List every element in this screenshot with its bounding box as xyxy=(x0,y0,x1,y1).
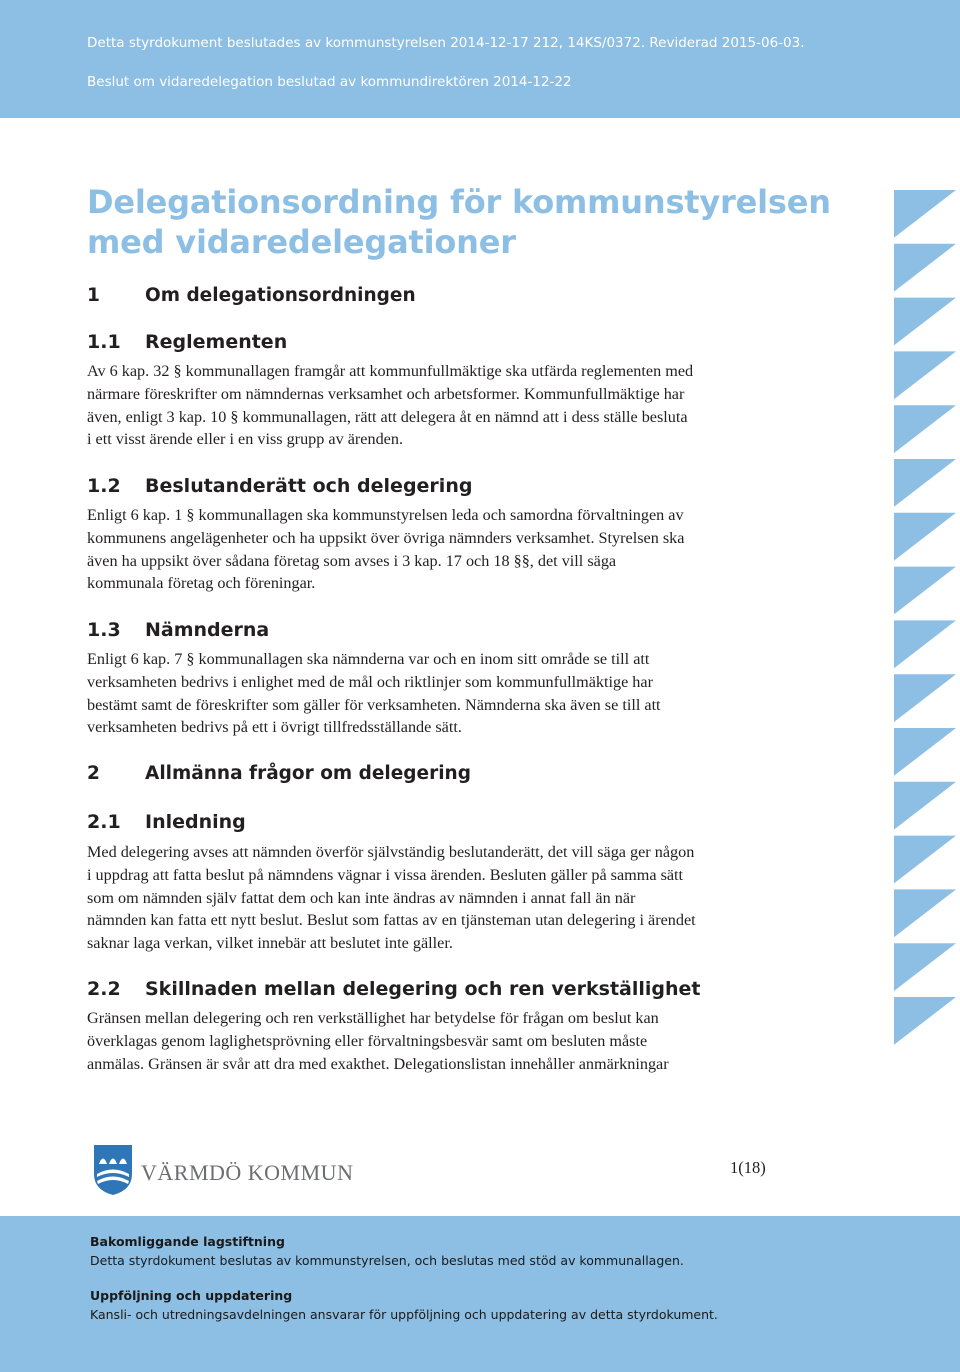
stripe-triangle xyxy=(894,567,956,615)
heading-text: Reglementen xyxy=(145,331,288,353)
heading-section-1-2 xyxy=(87,475,472,497)
stripe-triangle xyxy=(894,836,956,884)
heading-section-2 xyxy=(87,763,471,784)
heading-text: Beslutanderätt och delegering xyxy=(145,475,473,497)
footer-heading-followup: Uppföljning och uppdatering xyxy=(90,1288,293,1303)
stripe-triangle xyxy=(894,351,956,399)
paragraph-line: i ett visst ärende eller i en viss grupp av ärenden. xyxy=(87,430,404,449)
paragraph-namnderna xyxy=(87,648,661,739)
stripe-triangle xyxy=(894,782,956,830)
stripe-triangle xyxy=(894,244,956,292)
paragraph-line: anmälas. Gränsen är svår att dra med exakthet. Delegationslistan innehåller anmärkningar xyxy=(87,1054,669,1073)
heading-section-1 xyxy=(87,285,416,306)
paragraph-line: kommunens angelägenheter och ha uppsikt över övriga nämnders verksamhet. Styrelsen ska xyxy=(87,528,685,547)
stripe-triangle xyxy=(894,997,956,1045)
paragraph-line: verksamheten bedrivs på ett i övrigt tillfredsställande sätt. xyxy=(87,718,462,737)
paragraph-line: Enligt 6 kap. 7 § kommunallagen ska nämnderna var och en inom sitt område se till att xyxy=(87,650,650,668)
heading-section-2-2 xyxy=(87,978,700,1000)
paragraph-line: Enligt 6 kap. 1 § kommunallagen ska kommunstyrelsen leda och samordna förvaltningen av xyxy=(87,506,684,524)
header-decision-line: Detta styrdokument beslutades av kommunstyrelsen 2014-12-17 212, 14KS/0372. Reviderad 2015-06-03. xyxy=(87,35,805,51)
stripe-triangle xyxy=(894,405,956,453)
heading-section-1-1 xyxy=(87,331,287,353)
footer-text-followup: Kansli- och utredningsavdelningen ansvarar för uppföljning och uppdatering av detta styrdokument. xyxy=(90,1307,718,1322)
paragraph-line: närmare föreskrifter om nämndernas verksamhet och arbetsformer. Kommunfullmäktige har xyxy=(87,384,685,403)
paragraph-line: överklagas genom laglighetsprövning eller förvaltningsbesvär samt om besluten måste xyxy=(87,1031,648,1050)
paragraph-line: nämnden kan fatta ett nytt beslut. Beslut som fattas av en tjänsteman utan delegering i ärendet xyxy=(87,911,696,930)
heading-number: 1 xyxy=(87,285,100,306)
heading-number: 1.1 xyxy=(87,331,121,353)
document-title-line-2: med vidaredelegationer xyxy=(87,223,516,261)
paragraph-line: i uppdrag att fatta beslut på nämndens vägnar i vissa ärenden. Besluten gäller på samma sätt xyxy=(87,865,684,884)
paragraph-beslutanderatt xyxy=(87,504,684,595)
document-title-line-1: Delegationsordning för kommunstyrelsen xyxy=(87,183,831,221)
stripe-triangle xyxy=(894,620,956,668)
header-band xyxy=(0,0,960,118)
stripe-triangle xyxy=(894,674,956,722)
stripe-triangle xyxy=(894,889,956,937)
paragraph-line: verksamheten bedrivs i enlighet med de mål och riktlinjer som kommunfullmäktige har xyxy=(87,672,653,691)
paragraph-line: kommunala företag och föreningar. xyxy=(87,574,316,593)
stripe-triangle xyxy=(894,513,956,561)
header-delegation-line: Beslut om vidaredelegation beslutad av kommundirektören 2014-12-22 xyxy=(87,74,572,90)
varmdo-kommun-logo xyxy=(93,1144,353,1201)
stripe-triangle xyxy=(894,190,956,238)
heading-text: Allmänna frågor om delegering xyxy=(145,763,471,784)
heading-section-2-1 xyxy=(87,811,246,833)
heading-number: 2.2 xyxy=(87,978,121,1000)
paragraph-line: Av 6 kap. 32 § kommunallagen framgår att kommunfullmäktige ska utfärda reglementen med xyxy=(87,362,694,380)
paragraph-line: saknar laga verkan, vilket innebär att beslutet inte gäller. xyxy=(87,934,453,953)
paragraph-skillnaden xyxy=(87,1007,669,1075)
footer-band xyxy=(0,1216,960,1372)
stripe-triangle xyxy=(894,728,956,776)
heading-text: Om delegationsordningen xyxy=(145,285,416,306)
paragraph-line: även, enligt 3 kap. 10 § kommunallagen, rätt att delegera åt en nämnd att i dess ställe besluta xyxy=(87,407,688,426)
paragraph-line: Med delegering avses att nämnden överför självständig beslutanderätt, det vill säga ger någon xyxy=(87,843,695,861)
heading-text: Nämnderna xyxy=(145,619,270,641)
heading-text: Skillnaden mellan delegering och ren verkställighet xyxy=(145,978,701,1000)
heading-section-1-3 xyxy=(87,619,269,641)
paragraph-inledning xyxy=(87,841,696,955)
heading-number: 1.2 xyxy=(87,475,121,497)
paragraph-line: bestämt samt de föreskrifter som gäller för verksamheten. Nämnderna ska även se till att xyxy=(87,695,661,714)
page-number: 1(18) xyxy=(730,1158,766,1177)
stripe-triangle xyxy=(894,943,956,991)
paragraph-line: Gränsen mellan delegering och ren verkställighet har betydelse för frågan om beslut kan xyxy=(87,1009,659,1027)
heading-number: 2.1 xyxy=(87,811,121,833)
stripe-triangle xyxy=(894,459,956,507)
coat-of-arms-icon xyxy=(93,1144,353,1196)
heading-number: 2 xyxy=(87,763,100,784)
decorative-triangle-stripe xyxy=(894,190,956,1052)
paragraph-reglementen xyxy=(87,360,693,451)
footer-text-legislation: Detta styrdokument beslutas av kommunstyrelsen, och beslutas med stöd av kommunallagen. xyxy=(90,1253,684,1268)
document-title xyxy=(87,182,831,262)
logo-wordmark: VÄRMDÖ KOMMUN xyxy=(141,1160,353,1185)
stripe-triangle xyxy=(894,298,956,346)
paragraph-line: som om nämnden själv fattat dem och kan inte ändras av nämnden i annat fall än när xyxy=(87,888,636,907)
heading-number: 1.3 xyxy=(87,619,121,641)
heading-text: Inledning xyxy=(145,811,246,833)
footer-heading-legislation: Bakomliggande lagstiftning xyxy=(90,1234,285,1249)
paragraph-line: även ha uppsikt över sådana företag som avses i 3 kap. 17 och 18 §§, det vill säga xyxy=(87,551,617,570)
